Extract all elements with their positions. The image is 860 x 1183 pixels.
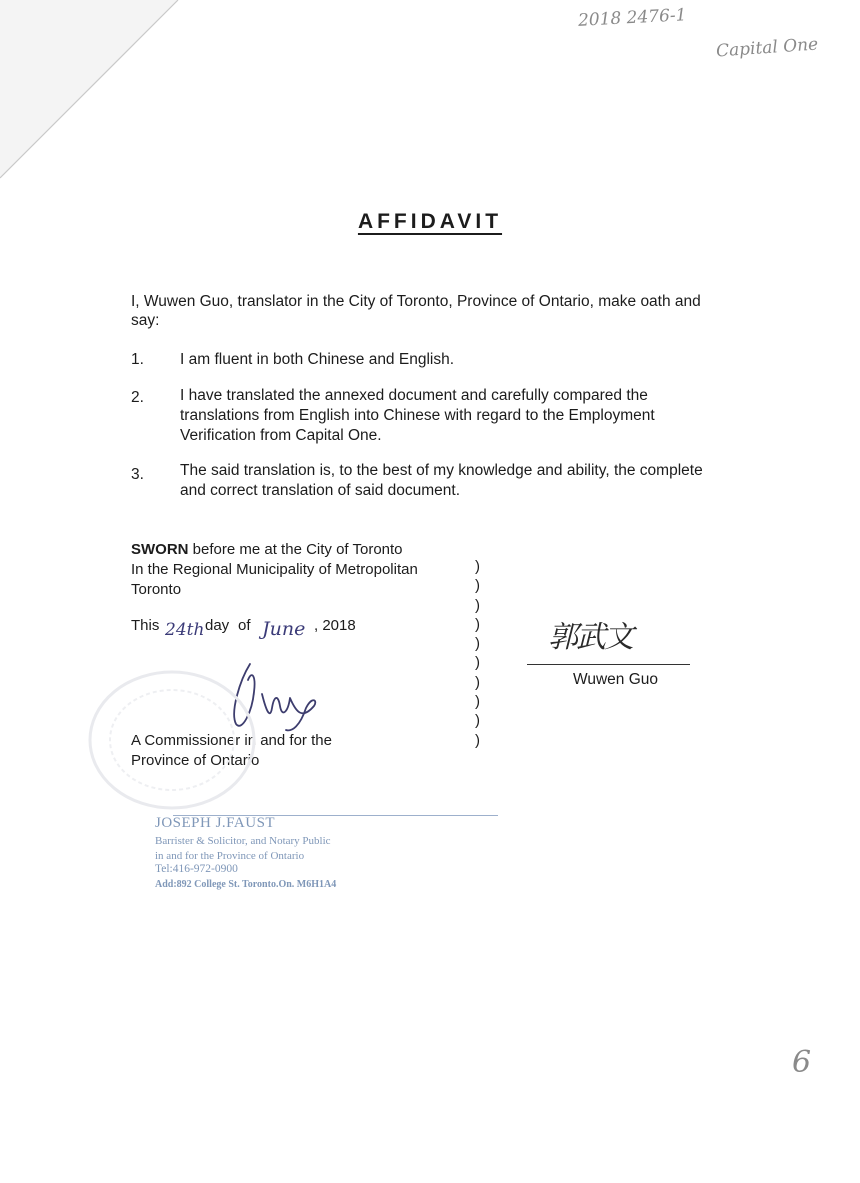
- sworn-rest: before me at the City of Toronto: [192, 541, 403, 558]
- page-number: 6: [792, 1045, 812, 1080]
- parenthesis-column: ) ) ) ) ) ) ) ) ) ): [475, 558, 480, 749]
- stamp-address: Add:892 College St. Toronto.On. M6H1A4: [155, 879, 337, 890]
- deponent-name: Wuwen Guo: [573, 671, 659, 688]
- item-text: I am fluent in both Chinese and English.: [180, 351, 455, 368]
- date-this: This: [131, 617, 160, 634]
- stamp-title: Barrister & Solicitor, and Notary Public: [155, 835, 331, 847]
- sworn-block: [131, 540, 418, 600]
- sworn-line-1: [131, 540, 418, 560]
- deponent-signature: 郭武文: [548, 620, 632, 655]
- date-of: of: [238, 617, 251, 634]
- item-text: I have translated the annexed document and carefully compared the translations from English into Chinese with regard to the Employment Verification from Capital One.: [180, 387, 655, 444]
- sworn-bold: SWORN: [131, 541, 189, 558]
- folded-corner: [0, 0, 190, 190]
- intro-paragraph: I, Wuwen Guo, translator in the City of Toronto, Province of Ontario, make oath and say:: [131, 293, 701, 329]
- date-day-handwritten: 24th: [165, 620, 205, 640]
- page-title: AFFIDAVIT: [357, 210, 503, 233]
- commissioner-line-1: A Commissioner in and for the: [131, 732, 332, 749]
- signature-line: [527, 664, 690, 665]
- date-year: , 2018: [314, 617, 356, 634]
- doc-number-note: 2018 2476-1: [577, 5, 687, 31]
- stamp-name: JOSEPH J.FAUST: [155, 815, 276, 831]
- company-note: Capital One: [715, 34, 819, 62]
- item-number: 3.: [131, 466, 144, 483]
- stamp-phone: Tel:416-972-0900: [155, 863, 238, 875]
- item-text: The said translation is, to the best of my knowledge and ability, the complete and correct translation of said document.: [180, 462, 703, 499]
- sworn-line-3: Toronto: [131, 581, 182, 598]
- item-number: 2.: [131, 389, 144, 406]
- sworn-line-2: In the Regional Municipality of Metropolitan: [131, 561, 418, 578]
- date-month-handwritten: June: [262, 618, 306, 640]
- commissioner-line-2: Province of Ontario: [131, 752, 260, 769]
- item-number: 1.: [131, 351, 144, 368]
- notary-seal: [82, 665, 262, 815]
- date-day-word: day: [205, 617, 230, 634]
- stamp-jurisdiction: in and for the Province of Ontario: [155, 850, 305, 862]
